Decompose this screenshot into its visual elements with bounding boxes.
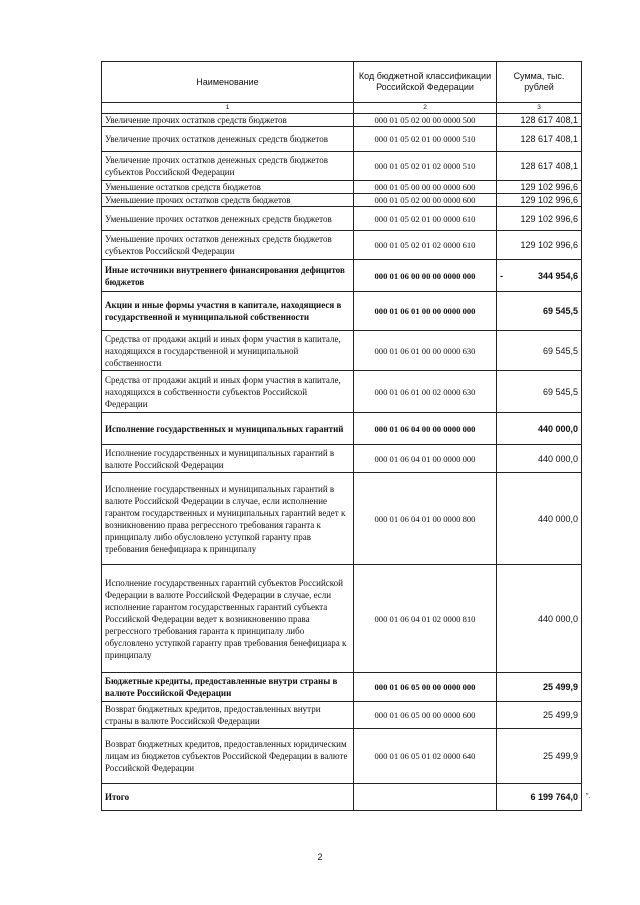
closing-quote-mark: ".	[586, 793, 591, 800]
table-row	[102, 445, 582, 473]
table-row	[102, 702, 582, 729]
table-row	[102, 127, 582, 152]
row-amount: 129 102 996,6	[497, 207, 582, 231]
column-number-row	[102, 103, 582, 114]
table-row-section	[102, 673, 582, 702]
table-row	[102, 371, 582, 413]
row-amount: 25 499,9	[497, 673, 582, 702]
row-code: 000 01 05 02 00 00 0000 500	[354, 114, 497, 127]
row-amount: 129 102 996,6	[497, 194, 582, 207]
row-code: 000 01 06 04 00 00 0000 000	[354, 413, 497, 445]
row-name: Средства от продажи акций и иных форм участия в капитале, находящихся в собственности субъектов Российской Федерации	[102, 371, 354, 413]
row-amount: 440 000,0	[497, 565, 582, 673]
budget-sources-table	[101, 61, 582, 811]
negative-sign: -	[500, 270, 503, 281]
row-code: 000 01 05 02 01 00 0000 510	[354, 127, 497, 152]
row-name: Уменьшение остатков средств бюджетов	[102, 181, 354, 194]
row-name: Исполнение государственных и муниципальных гарантий в валюте Российской Федерации в случае, если исполнение гарантом государственных и муниципальных гарантий ведет к возникновению права регрессного требования гаранта к принципалу либо обусловлено уступкой гаранту прав требования бенефициара к принципалу	[102, 473, 354, 565]
row-code: 000 01 05 00 00 00 0000 600	[354, 181, 497, 194]
row-amount: 344 954,6	[537, 270, 578, 281]
row-amount: 128 617 408,1	[497, 152, 582, 181]
page-number: 2	[317, 852, 323, 862]
row-name: Уменьшение прочих остатков денежных средств бюджетов	[102, 207, 354, 231]
header-name: Наименование	[102, 62, 354, 103]
row-name: Исполнение государственных и муниципальных гарантий в валюте Российской Федерации	[102, 445, 354, 473]
row-code: 000 01 06 00 00 00 0000 000	[354, 260, 497, 292]
row-amount: 440 000,0	[497, 413, 582, 445]
row-name: Увеличение прочих остатков средств бюджетов	[102, 114, 354, 127]
row-amount: 129 102 996,6	[497, 181, 582, 194]
row-name: Бюджетные кредиты, предоставленные внутри страны в валюте Российской Федерации	[102, 673, 354, 702]
header-sum: Сумма, тыс. рублей	[497, 62, 582, 103]
row-amount: 440 000,0	[497, 445, 582, 473]
row-name: Уменьшение прочих остатков средств бюджетов	[102, 194, 354, 207]
table-row	[102, 181, 582, 194]
row-name: Возврат бюджетных кредитов, предоставленных юридическим лицам из бюджетов субъектов Российской Федерации в валюте Российской Федерации	[102, 729, 354, 784]
row-code: 000 01 05 02 01 02 0000 610	[354, 231, 497, 260]
row-name: Акции и иные формы участия в капитале, находящиеся в государственной и муниципальной собственности	[102, 292, 354, 331]
row-name: Средства от продажи акций и иных форм участия в капитале, находящихся в государственной и муниципальной собственности	[102, 331, 354, 371]
row-amount: 69 545,5	[497, 371, 582, 413]
table-row	[102, 114, 582, 127]
row-amount: 25 499,9	[497, 702, 582, 729]
row-code: 000 01 06 01 00 02 0000 630	[354, 371, 497, 413]
row-name: Возврат бюджетных кредитов, предоставленных внутри страны в валюте Российской Федерации	[102, 702, 354, 729]
row-amount: 440 000,0	[497, 473, 582, 565]
row-name: Иные источники внутреннего финансирования дефицитов бюджетов	[102, 260, 354, 292]
row-amount: 128 617 408,1	[497, 127, 582, 152]
row-name: Увеличение прочих остатков денежных средств бюджетов субъектов Российской Федерации	[102, 152, 354, 181]
table-total-row	[102, 784, 582, 811]
row-amount: 25 499,9	[497, 729, 582, 784]
table-row	[102, 473, 582, 565]
row-name: Исполнение государственных гарантий субъектов Российской Федерации в валюте Российской Федерации в случае, если исполнение гарантом государственных гарантий субъекта Российской Федерации ведет к возникновению права регрессного требования гаранта к принципалу либо обусловлено уступкой гаранту прав требования бенефициара к принципалу	[102, 565, 354, 673]
table-row-section	[102, 260, 582, 292]
table-row	[102, 565, 582, 673]
header-code: Код бюджетной классификации Российской Федерации	[354, 62, 497, 103]
row-code: 000 01 05 02 00 00 0000 600	[354, 194, 497, 207]
row-code: 000 01 05 02 01 00 0000 610	[354, 207, 497, 231]
column-number-2: 2	[354, 103, 497, 114]
table-row	[102, 207, 582, 231]
row-name: Уменьшение прочих остатков денежных средств бюджетов субъектов Российской Федерации	[102, 231, 354, 260]
row-code: 000 01 06 04 01 02 0000 810	[354, 565, 497, 673]
row-code: 000 01 06 05 01 02 0000 640	[354, 729, 497, 784]
row-amount: 69 545,5	[497, 331, 582, 371]
table-header-row	[102, 62, 582, 103]
table-row	[102, 231, 582, 260]
total-amount: 6 199 764,0	[497, 784, 582, 811]
column-number-1: 1	[102, 103, 354, 114]
row-code: 000 01 06 05 00 00 0000 600	[354, 702, 497, 729]
row-code: 000 01 06 05 00 00 0000 000	[354, 673, 497, 702]
row-amount: 128 617 408,1	[497, 114, 582, 127]
table-row	[102, 331, 582, 371]
column-number-3: 3	[497, 103, 582, 114]
row-amount-cell	[497, 260, 582, 292]
table-row-section	[102, 292, 582, 331]
total-label: Итого	[102, 784, 354, 811]
row-name: Исполнение государственных и муниципальных гарантий	[102, 413, 354, 445]
row-code: 000 01 06 01 00 00 0000 630	[354, 331, 497, 371]
row-code: 000 01 05 02 01 02 0000 510	[354, 152, 497, 181]
table-row	[102, 152, 582, 181]
total-code	[354, 784, 497, 811]
row-name: Увеличение прочих остатков денежных средств бюджетов	[102, 127, 354, 152]
table-row-section	[102, 413, 582, 445]
row-amount: 69 545,5	[497, 292, 582, 331]
row-amount: 129 102 996,6	[497, 231, 582, 260]
row-code: 000 01 06 04 01 00 0000 000	[354, 445, 497, 473]
table-row	[102, 729, 582, 784]
row-code: 000 01 06 04 01 00 0000 800	[354, 473, 497, 565]
row-code: 000 01 06 01 00 00 0000 000	[354, 292, 497, 331]
table-row	[102, 194, 582, 207]
